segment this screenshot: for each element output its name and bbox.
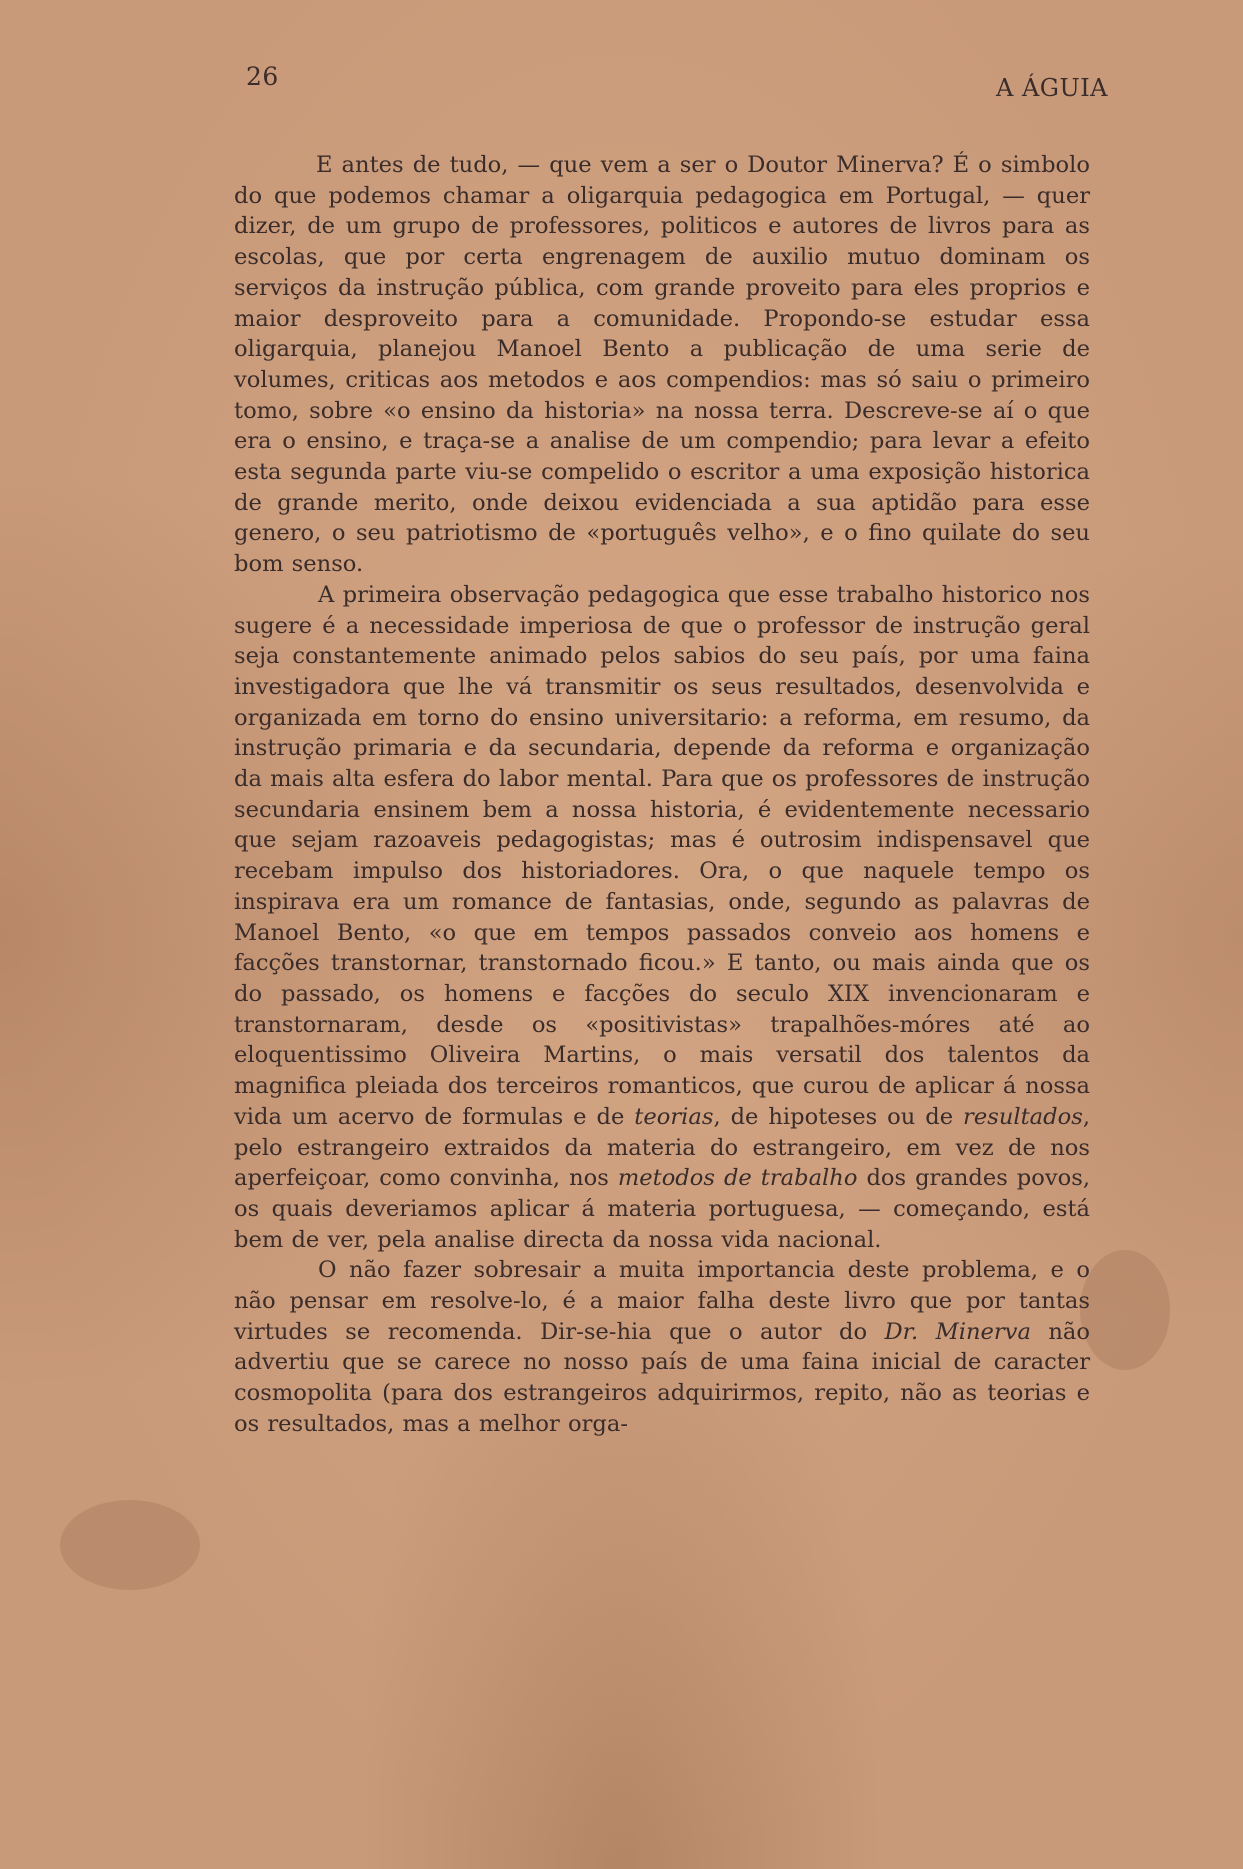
italic-text: teorias [634,1103,714,1130]
text-run: A primeira observação pedagogica que esse trabalho historico nos sugere é a necessidade imperiosa de que o professor de instrução geral seja constantemente animado pelos sabios do seu país, por uma faina investigadora que lhe vá transmitir os seus resultados, desenvolvida e organizada em torno do ensino universitario: a reforma, em resumo, da instrução primaria e da secundaria, depende da reforma e organização da mais alta esfera do labor mental. Para que os professores de instrução secundaria ensinem bem a nossa historia, é evidentemente necessario que sejam razoaveis pedagogistas; mas é outrosim indispensavel que recebam impulso dos historiadores. Ora, o que naquele tempo os inspirava era um romance de fantasias, onde, segundo as palavras de Manoel Bento, «o que em tempos passados conveio aos homens e facções transtornar, transtornado ficou.» E tanto, ou mais ainda que os do passado, os homens e facções do seculo XIX invencionaram e transtornaram, desde os «positivistas» trapalhões-móres até ao eloquentissimo Oliveira Martins, o mais versatil dos talentos da magnifica pleiada dos terceiros romanticos, que curou de aplicar á nossa vida um acervo de formulas e de [234,581,1091,1130]
italic-text: metodos de trabalho [617,1165,858,1192]
italic-text: Dr. Minerva [884,1318,1031,1345]
text-run: , pelo estrangeiro extraidos da materia do estrangeiro, em vez de nos aperfeiçoar, como convinha, nos [234,1103,1090,1192]
paper-stain [1080,1250,1170,1370]
text-run: dos grandes povos, os quais deveriamos aplicar á materia portuguesa, — começando, está bem de ver, pela analise directa da nossa vida nacional. [234,1165,1090,1253]
text-run: não advertiu que se carece no nosso país de uma faina inicial de caracter cosmopolita (para dos estrangeiros adquirirmos, repito, não as teorias e os resultados, mas a melhor orga- [234,1318,1090,1437]
paper-stain [60,1500,200,1590]
paragraph-3 [234,1255,1090,1439]
text-run: , de hipoteses ou de [713,1103,964,1130]
text-run: O não fazer sobresair a muita importancia deste problema, e o não pensar em resolve-lo, é a maior falha deste livro que por tantas virtudes se recomenda. Dir-se-hia que o autor do [234,1257,1090,1345]
paragraph-1 [234,150,1090,580]
paragraph-2 [234,580,1090,1255]
article-body [234,150,1090,1440]
text-run: E antes de tudo, — que vem a ser o Doutor Minerva? É o simbolo do que podemos chamar a oligarquia pedagogica em Portugal, — quer dizer, de um grupo de professores, politicos e autores de livros para as escolas, que por certa engrenagem de auxilio mutuo dominam os serviços da instrução pública, com grande proveito para eles proprios e maior desproveito para a comunidade. Propondo-se estudar essa oligarquia, planejou Manoel Bento a publicação de uma serie de volumes, criticas aos metodos e aos compendios: mas só saiu o primeiro tomo, sobre «o ensino da historia» na nossa terra. Descreve-se aí o que era o ensino, e traça-se a analise de um compendio; para levar a efeito esta segunda parte viu-se compelido o escritor a uma exposição historica de grande merito, onde deixou evidenciada a sua aptidão para esse genero, o seu patriotismo de «português velho», e o fino quilate do seu bom senso. [234,152,1090,578]
page-number: 26 [246,62,279,91]
italic-text: resultados [963,1103,1083,1130]
running-head: A ÁGUIA [996,74,1109,102]
